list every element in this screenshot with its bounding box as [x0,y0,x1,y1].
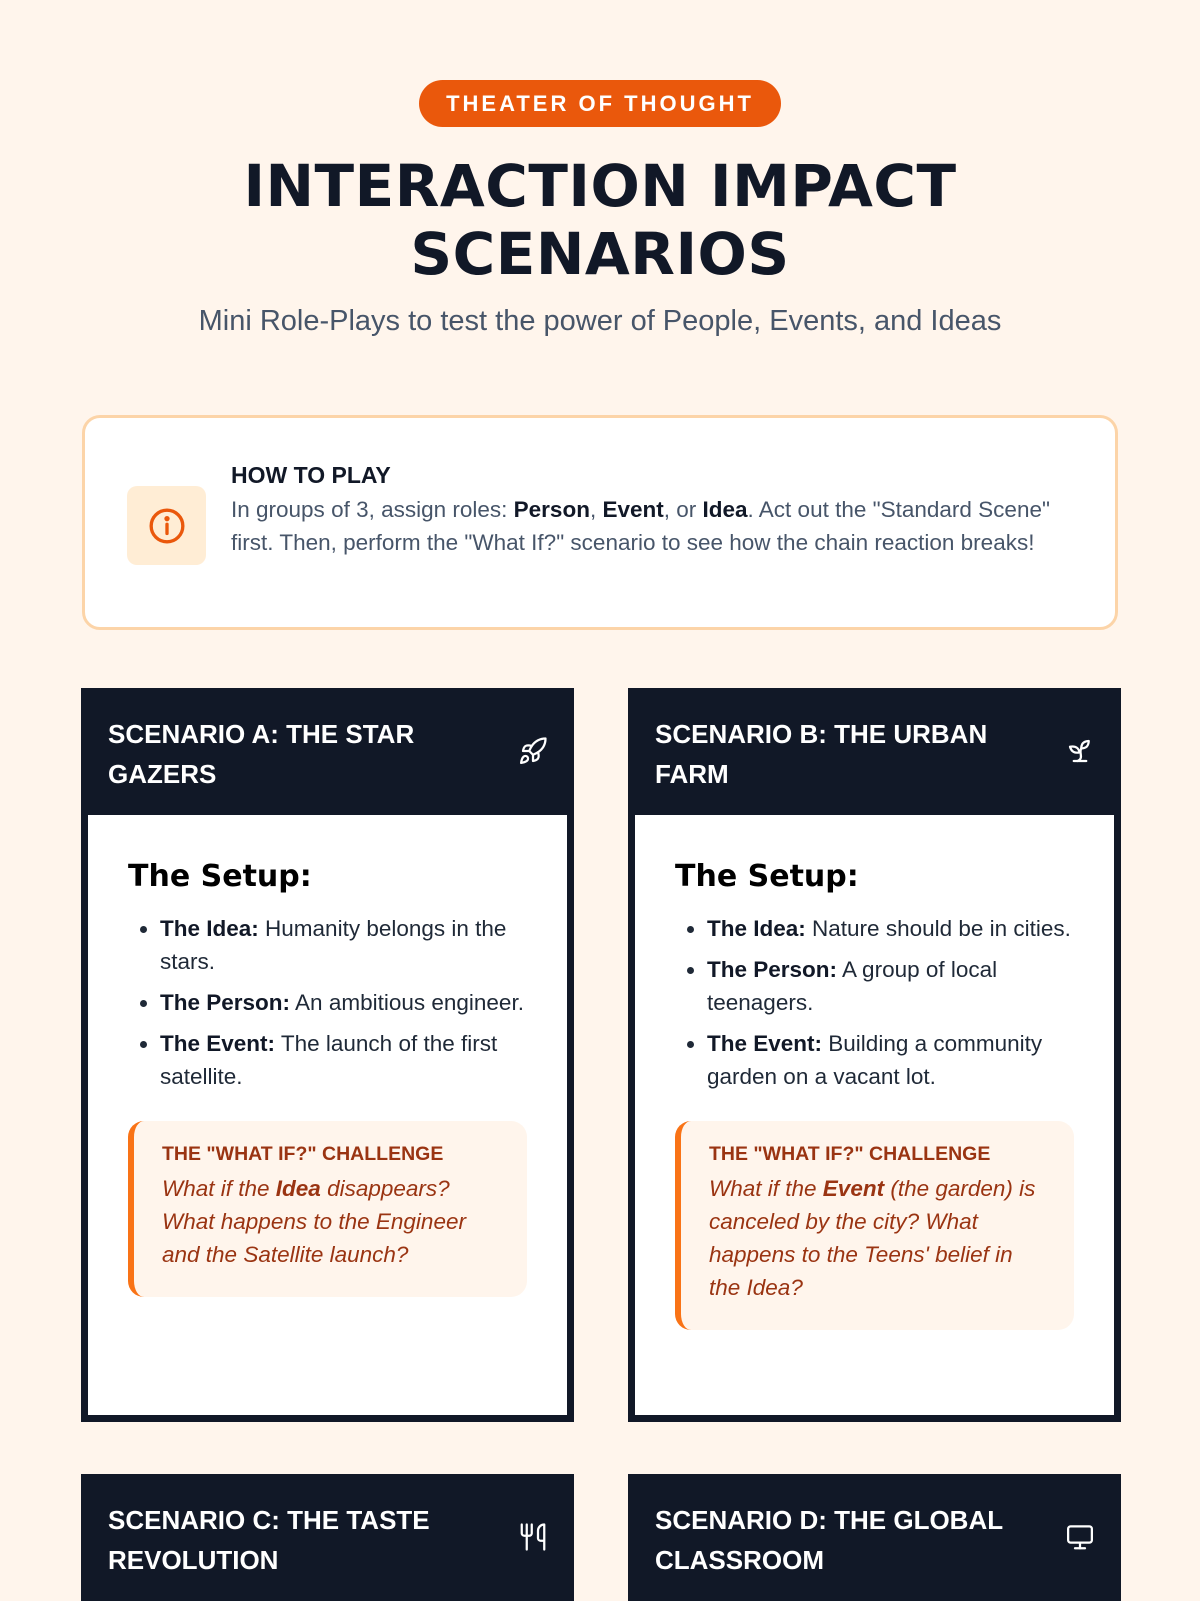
scenario-card-header [81,688,574,815]
challenge-title: THE "WHAT IF?" CHALLENGE [709,1143,991,1165]
scenario-card-b [628,688,1121,1422]
setup-title: The Setup: [675,859,859,894]
scenario-card-body [635,815,1114,1415]
scenario-card-c [81,1474,574,1601]
how-to-play-title: HOW TO PLAY [231,462,391,488]
scenario-card-header [81,1474,574,1601]
scenario-title: SCENARIO C: THE TASTE REVOLUTION [108,1505,430,1575]
list-item: • The Person: A group of local teenagers. [707,953,1074,1019]
role-idea: Idea [702,497,748,522]
challenge-text: What if the Idea disappears? What happens to the Engineer and the Satellite launch? [162,1176,466,1267]
list-item: • The Idea: Humanity belongs in the stars. [160,912,527,978]
challenge-title: THE "WHAT IF?" CHALLENGE [162,1143,444,1165]
page-subtitle: Mini Role-Plays to test the power of People, Events, and Ideas [198,305,1002,337]
scenario-title: SCENARIO D: THE GLOBAL CLASSROOM [655,1505,1003,1575]
info-icon [127,486,206,565]
monitor-icon [1065,1522,1095,1552]
scenario-card-d [628,1474,1121,1601]
setup-list [128,912,527,1093]
page-title-line1: INTERACTION IMPACT [243,152,957,220]
list-item: • The Event: Building a community garden on a vacant lot. [707,1027,1074,1093]
list-item: • The Idea: Nature should be in cities. [707,912,1074,945]
utensils-icon [518,1522,548,1552]
list-item: • The Event: The launch of the first satellite. [160,1027,527,1093]
page-title-line2: SCENARIOS [410,220,790,288]
header-badge: THEATER OF THOUGHT [419,80,781,127]
what-if-challenge [675,1121,1074,1330]
sprout-icon [1065,736,1095,766]
setup-title: The Setup: [128,859,312,894]
how-to-play-panel [82,415,1118,630]
rocket-icon [518,736,548,766]
scenario-card-a [81,688,574,1422]
challenge-text: What if the Event (the garden) is canceled by the city? What happens to the Teens' belief in the Idea? [709,1176,1036,1300]
setup-list [675,912,1074,1093]
scenario-card-header [628,1474,1121,1601]
scenario-card-body [88,815,567,1415]
how-to-play-text: In groups of 3, assign roles: Person, Event, or Idea. Act out the "Standard Scene" first. Then, perform the "What If?" scenario to see how the chain reaction breaks! [231,497,1050,555]
role-event: Event [602,497,664,522]
scenario-title: SCENARIO A: THE STAR GAZERS [108,719,415,789]
page-title [0,152,1200,288]
role-person: Person [513,497,590,522]
what-if-challenge [128,1121,527,1297]
scenario-title: SCENARIO B: THE URBAN FARM [655,719,988,789]
scenario-card-header [628,688,1121,815]
list-item: • The Person: An ambitious engineer. [160,986,527,1019]
